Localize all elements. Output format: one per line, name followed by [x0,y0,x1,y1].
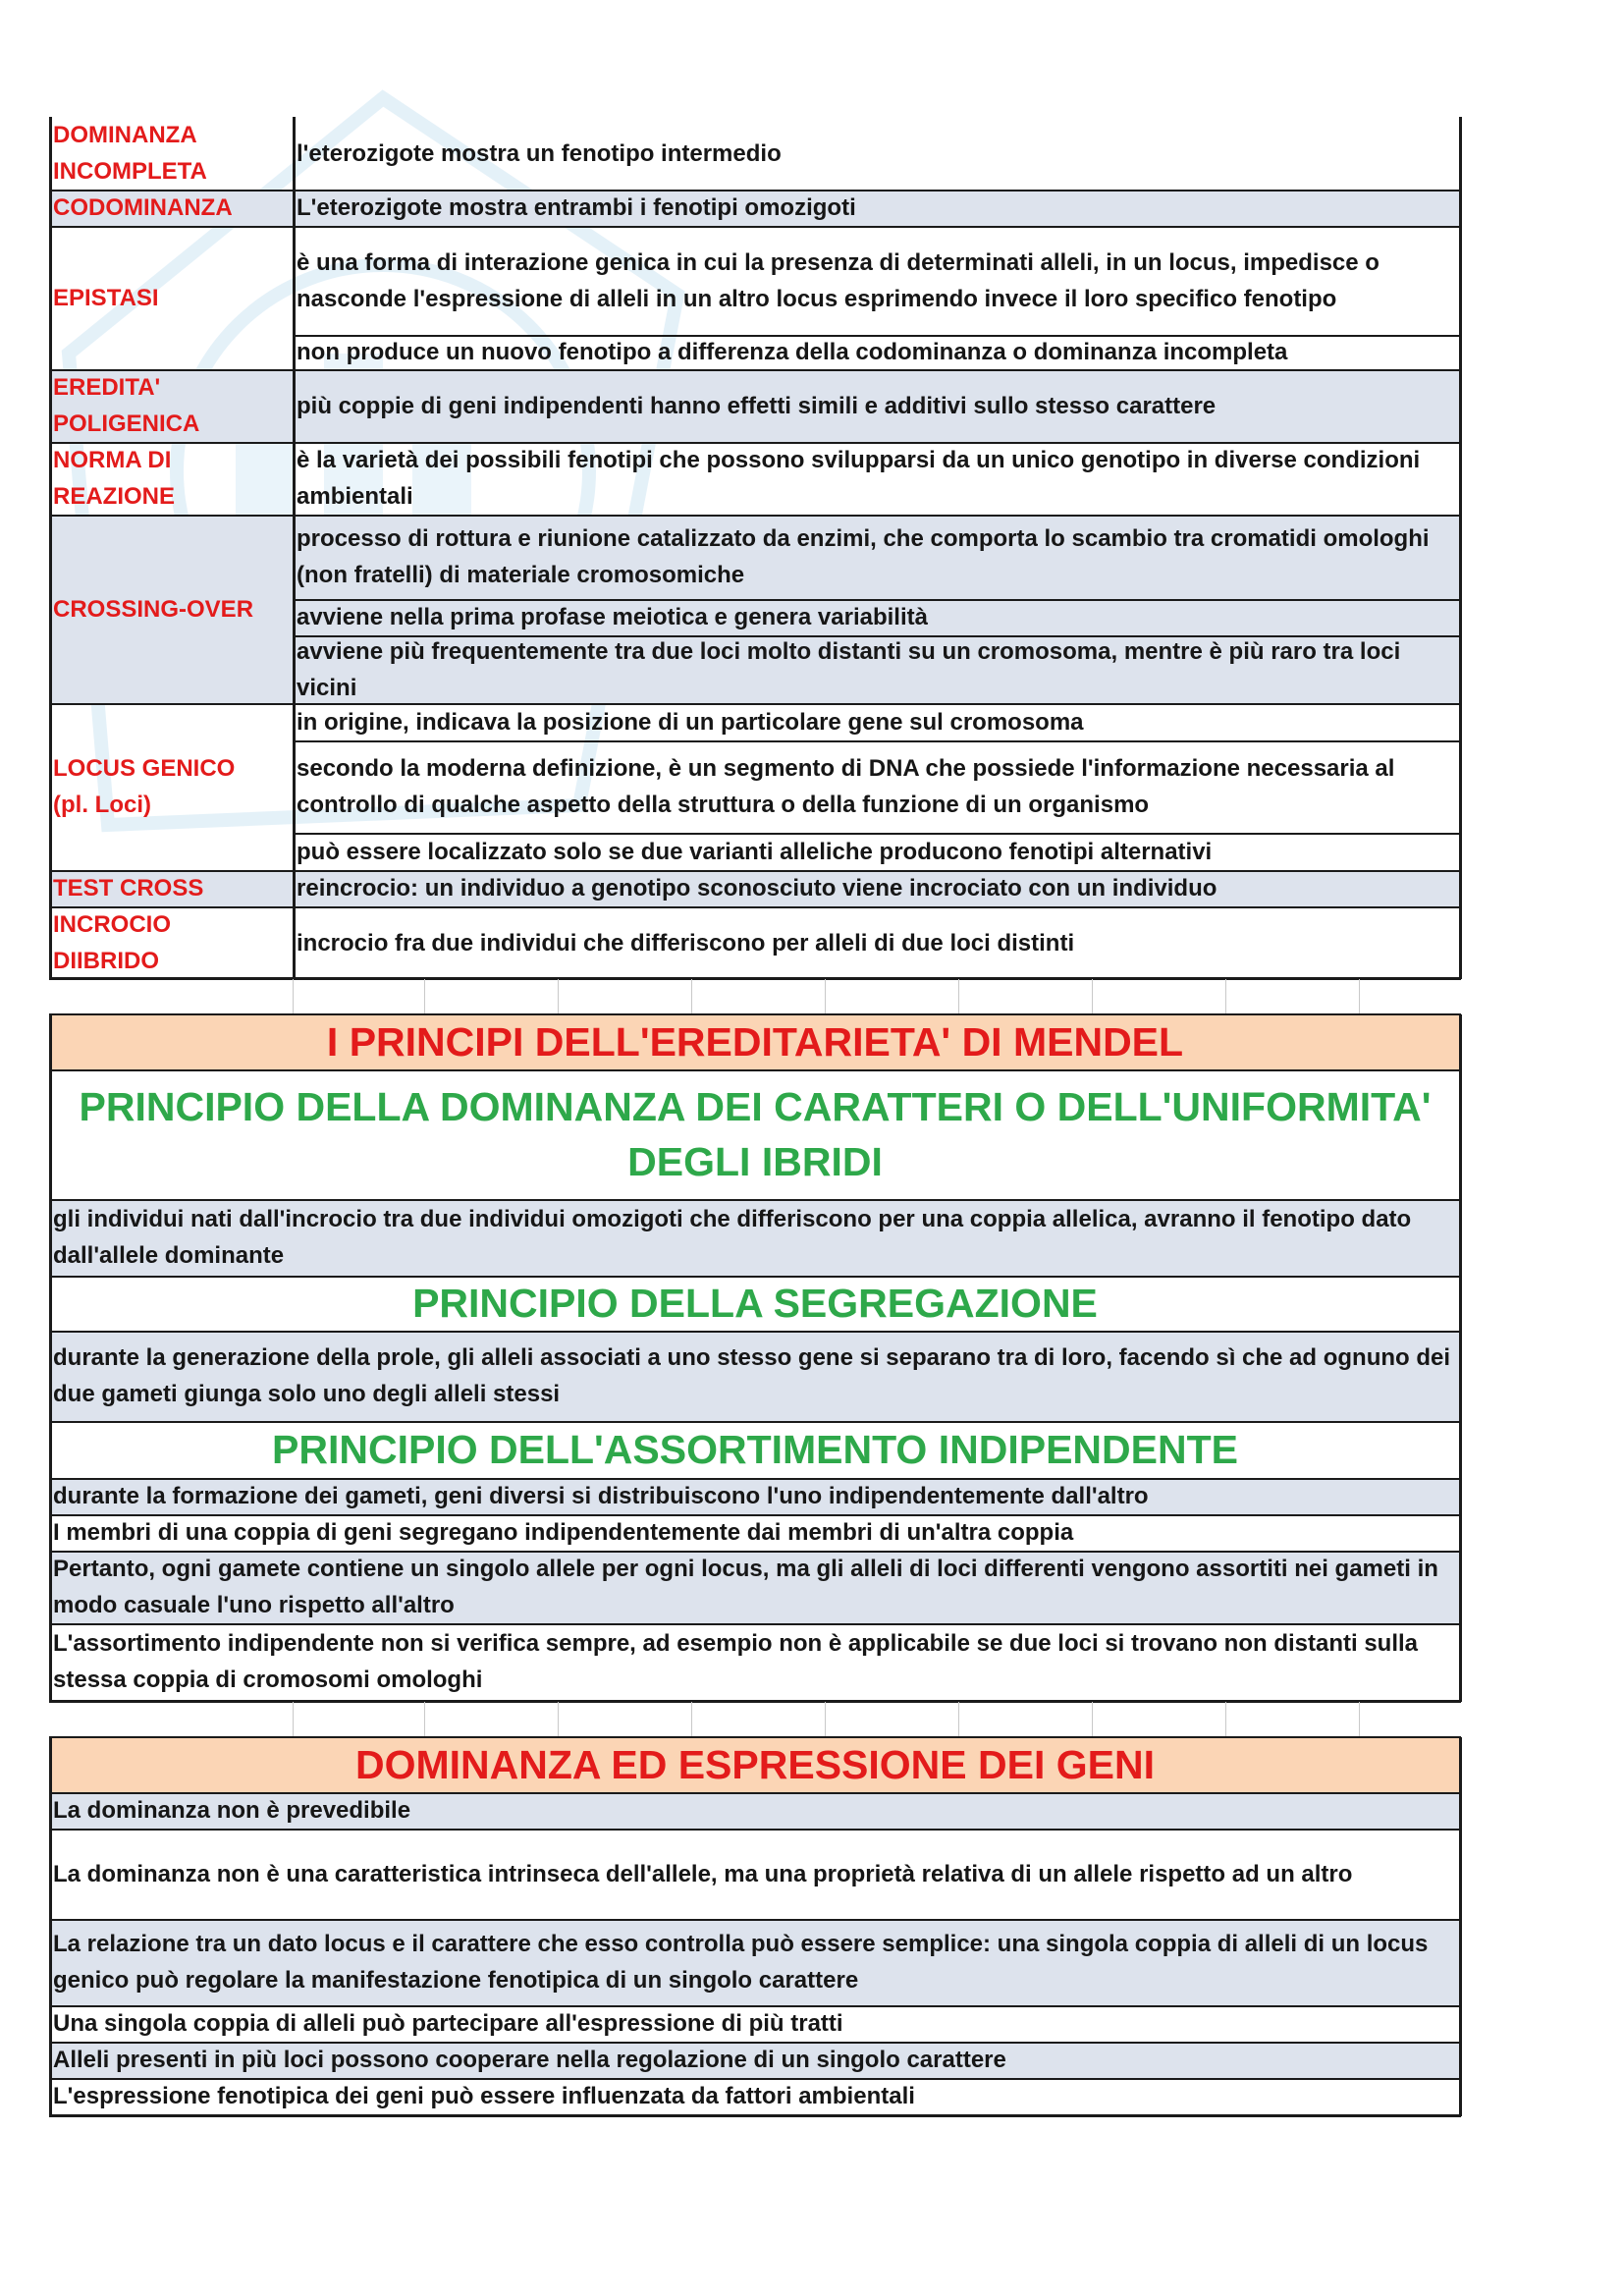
mendel-title: I PRINCIPI DELL'EREDITARIETA' DI MENDEL [326,1019,1184,1065]
dominanza-title: DOMINANZA ED ESPRESSIONE DEI GENI [354,1742,1156,1787]
definition-text: più coppie di geni indipendenti hanno effetti simili e additivi sullo stesso carattere [297,392,1217,419]
definition-text: incrocio fra due individui che differiscono per alleli di due loci distinti [297,929,1075,957]
dominanza-text: Alleli presenti in più loci possono cooperare nella regolazione di un singolo carattere [53,2047,1006,2073]
definition-text: avviene più frequentemente tra due loci molto distanti su un cromosoma, mentre è più raro tra loci vicini [297,637,1401,701]
definition-text: reincrocio: un individuo a genotipo sconosciuto viene incrociato con un individuo [297,875,1217,902]
term-dominanza-incompleta: DOMINANZA INCOMPLETA [53,122,207,185]
dominanza-text: L'espressione fenotipica dei geni può essere influenzata da fattori ambientali [53,2083,915,2109]
definition-text: avviene nella prima profase meiotica e genera variabilità [297,604,928,630]
term-test-cross: TEST CROSS [53,875,204,902]
principle-text: I membri di una coppia di geni segregano indipendentemente dai membri di un'altra coppia [53,1519,1074,1546]
principle-text: durante la generazione della prole, gli alleli associati a uno stesso gene si separano tra di loro, facendo sì che ad ognuno dei due gameti giunga solo uno degli alleli stessi [53,1344,1451,1407]
definition-text: processo di rottura e riunione catalizzato da enzimi, che comporta lo scambio tra cromatidi omologhi (non fratelli) di materiale cromosomiche [297,525,1430,588]
term-locus-genico: LOCUS GENICO (pl. Loci) [53,755,236,818]
definition-text: può essere localizzato solo se due varianti alleliche producono fenotipi alternativi [297,838,1213,865]
principle-text: Pertanto, ogni gamete contiene un singolo allele per ogni locus, ma gli alleli di loci differenti vengono assortiti nei gameti in modo casuale l'uno rispetto all'altro [53,1556,1438,1618]
dominanza-text: Una singola coppia di alleli può partecipare all'espressione di più tratti [53,2010,843,2037]
principle-text: durante la formazione dei gameti, geni diversi si distribuiscono l'uno indipendentemente dall'altro [53,1483,1149,1509]
term-crossing-over: CROSSING-OVER [53,595,254,623]
definition-text: secondo la moderna definizione, è un segmento di DNA che possiede l'informazione necessaria al controllo di qualche aspetto della struttura o della funzione di un organismo [297,755,1395,818]
term-incrocio-diibrido: INCROCIO DIIBRIDO [53,911,171,974]
term-norma-di-reazione: NORMA DI REAZIONE [53,447,176,510]
principle-text: gli individui nati dall'incrocio tra due individui omozigoti che differiscono per una coppia allelica, avranno il fenotipo dato dall'allele dominante [53,1206,1412,1269]
principle-title-dominanza: PRINCIPIO DELLA DOMINANZA DEI CARATTERI O DELL'UNIFORMITA' DEGLI IBRIDI [79,1084,1432,1184]
principle-title-segregazione: PRINCIPIO DELLA SEGREGAZIONE [412,1281,1098,1326]
dominanza-text: La relazione tra un dato locus e il carattere che esso controlla può essere semplice: una singola coppia di alleli di un locus genico può regolare la manifestazione fenotipica di un singolo carattere [53,1931,1429,1994]
definition-text: è la varietà dei possibili fenotipi che possono svilupparsi da un unico genotipo in diverse condizioni ambientali [297,447,1421,510]
term-codominanza: CODOMINANZA [53,194,233,221]
dominanza-text: La dominanza non è una caratteristica intrinseca dell'allele, ma una proprietà relativa di un allele rispetto ad un altro [53,1860,1353,1887]
definition-text: è una forma di interazione genica in cui la presenza di determinati alleli, in un locus, impedisce o nasconde l'espressione di alleli in un altro locus esprimendo invece il loro specifico fenotipo [297,248,1380,312]
dominanza-text: La dominanza non è prevedibile [53,1797,411,1824]
definition-text: non produce un nuovo fenotipo a differenza della codominanza o dominanza incompleta [297,339,1288,365]
definition-text: in origine, indicava la posizione di un particolare gene sul cromosoma [297,708,1084,736]
definition-text: L'eterozigote mostra entrambi i fenotipi omozigoti [297,194,856,221]
term-epistasi: EPISTASI [53,284,159,311]
principle-title-assortimento: PRINCIPIO DELL'ASSORTIMENTO INDIPENDENTE [272,1427,1238,1472]
principle-text: L'assortimento indipendente non si verifica sempre, ad esempio non è applicabile se due loci si trovano non distanti sulla stessa coppia di cromosomi omologhi [53,1630,1419,1693]
term-eredita-poligenica: EREDITA' POLIGENICA [53,374,200,437]
definition-text: l'eterozigote mostra un fenotipo intermedio [297,139,782,167]
